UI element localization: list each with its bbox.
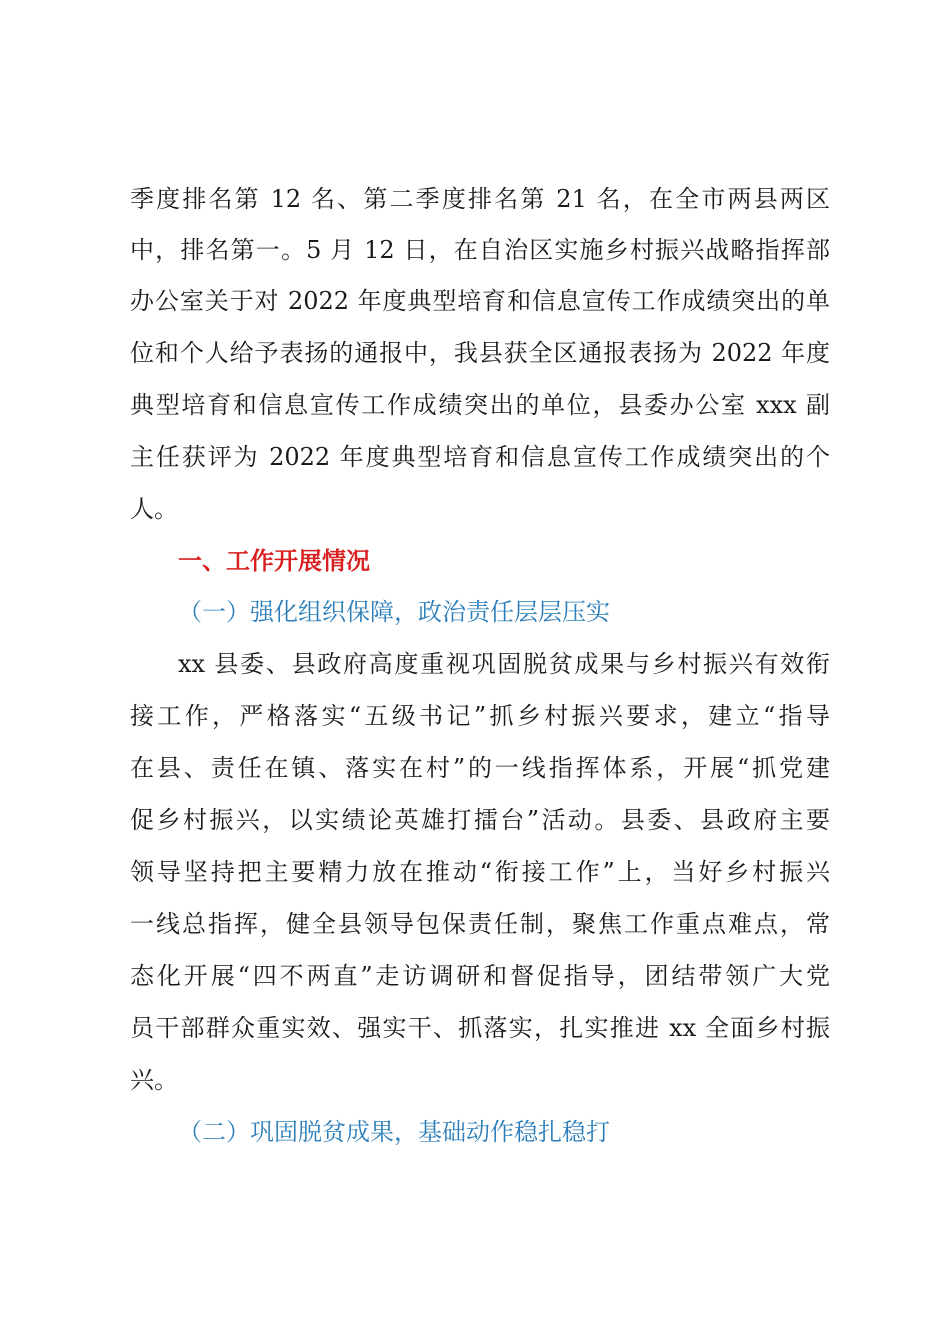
paragraph-line: 人。 [130, 495, 178, 523]
paragraph-line: 典型培育和信息宣传工作成绩突出的单位，县委办公室 xxx 副 [130, 391, 830, 419]
paragraph-line: 接工作，严格落实“五级书记”抓乡村振兴要求，建立“指导 [130, 702, 830, 730]
paragraph-line: xx 县委、县政府高度重视巩固脱贫成果与乡村振兴有效衔 [178, 650, 830, 678]
subsection-heading: （一）强化组织保障，政治责任层层压实 [178, 598, 610, 626]
paragraph-line: 态化开展“四不两直”走访调研和督促指导，团结带领广大党 [130, 962, 830, 990]
paragraph-line: 领导坚持把主要精力放在推动“衔接工作”上，当好乡村振兴 [130, 858, 830, 886]
section-heading: 一、工作开展情况 [178, 547, 370, 575]
paragraph-line: 位和个人给予表扬的通报中，我县获全区通报表扬为 2022 年度 [130, 339, 830, 367]
paragraph-line: 主任获评为 2022 年度典型培育和信息宣传工作成绩突出的个 [130, 443, 830, 471]
paragraph-line: 一线总指挥，健全县领导包保责任制，聚焦工作重点难点，常 [130, 910, 830, 938]
paragraph-line: 员干部群众重实效、强实干、抓落实，扎实推进 xx 全面乡村振 [130, 1014, 830, 1042]
paragraph-line: 办公室关于对 2022 年度典型培育和信息宣传工作成绩突出的单 [130, 287, 830, 315]
paragraph-line: 兴。 [130, 1066, 178, 1094]
paragraph-line: 促乡村振兴，以实绩论英雄打擂台”活动。县委、县政府主要 [130, 806, 830, 834]
subsection-heading: （二）巩固脱贫成果，基础动作稳扎稳打 [178, 1118, 610, 1146]
paragraph-line: 中，排名第一。5 月 12 日，在自治区实施乡村振兴战略指挥部 [130, 236, 830, 264]
paragraph-line: 季度排名第 12 名、第二季度排名第 21 名，在全市两县两区 [130, 185, 830, 213]
paragraph-line: 在县、责任在镇、落实在村”的一线指挥体系，开展“抓党建 [130, 754, 830, 782]
